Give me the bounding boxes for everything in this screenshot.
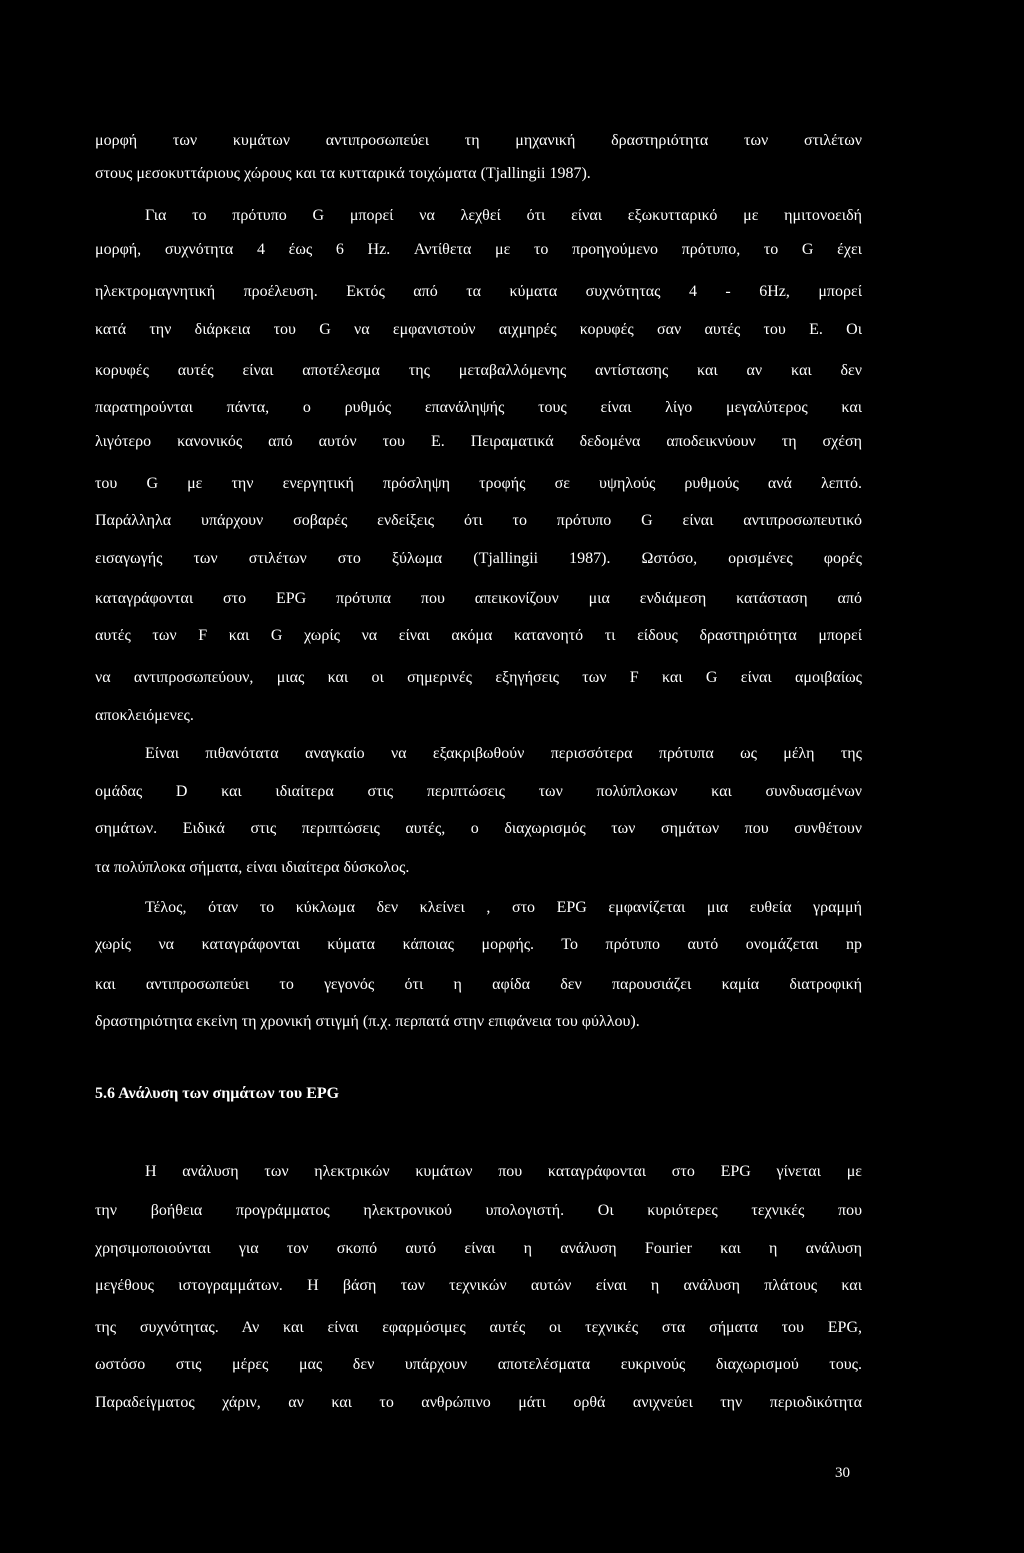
text-line: καταγράφονται στο EPG πρότυπα που απεικονίζουν μια ενδιάμεση κατάσταση από [95,590,862,607]
text-line: στους μεσοκυττάριους χώρους και τα κυτταρικά τοιχώματα (Tjallingii 1987). [95,165,591,182]
text-line: μορφή των κυμάτων αντιπροσωπεύει τη μηχανική δραστηριότητα των στιλέτων [95,132,862,149]
text-line: του G με την ενεργητική πρόσληψη τροφής σε υψηλούς ρυθμούς ανά λεπτό. [95,475,862,492]
text-line: ομάδας D και ιδιαίτερα στις περιπτώσεις των πολύπλοκων και συνδυασμένων [95,783,862,800]
text-line: τα πολύπλοκα σήματα, είναι ιδιαίτερα δύσκολος. [95,859,410,876]
text-line: να αντιπροσωπεύουν, μιας και οι σημερινές εξηγήσεις των F και G είναι αμοιβαίως [95,669,862,686]
text-line: αποκλειόμενες. [95,707,194,724]
text-line: δραστηριότητα εκείνη τη χρονική στιγμή (π.χ. περπατά στην επιφάνεια του φύλλου). [95,1013,640,1030]
page-number: 30 [835,1465,850,1481]
section-heading: 5.6 Ανάλυση των σημάτων του EPG [95,1085,340,1102]
text-line: κορυφές αυτές είναι αποτέλεσμα της μεταβαλλόμενης αντίστασης και αν και δεν [95,362,862,379]
text-line: αυτές των F και G χωρίς να είναι ακόμα κατανοητό τι είδους δραστηριότητα μπορεί [95,627,862,644]
text-line: την βοήθεια προγράμματος ηλεκτρονικού υπολογιστή. Οι κυριότερες τεχνικές που [95,1202,862,1219]
text-line: μεγέθους ιστογραμμάτων. Η βάση των τεχνικών αυτών είναι η ανάλυση πλάτους και [95,1277,862,1294]
text-line: παρατηρούνται πάντα, ο ρυθμός επανάληψής τους είναι λίγο μεγαλύτερος και [95,399,862,416]
text-line: Είναι πιθανότατα αναγκαίο να εξακριβωθούν περισσότερα πρότυπα ως μέλη της [145,745,862,762]
text-line: χρησιμοποιούνται για τον σκοπό αυτό είναι η ανάλυση Fourier και η ανάλυση [95,1240,862,1257]
text-line: της συχνότητας. Αν και είναι εφαρμόσιμες αυτές οι τεχνικές στα σήματα του EPG, [95,1319,862,1336]
text-line: λιγότερο κανονικός από αυτόν του E. Πειραματικά δεδομένα αποδεικνύουν τη σχέση [95,433,862,450]
text-line: μορφή, συχνότητα 4 έως 6 Hz. Αντίθετα με το προηγούμενο πρότυπο, το G έχει [95,241,862,258]
text-line: Για το πρότυπο G μπορεί να λεχθεί ότι είναι εξωκυτταρικό με ημιτονοειδή [145,207,862,224]
text-line: εισαγωγής των στιλέτων στο ξύλωμα (Tjallingii 1987). Ωστόσο, ορισμένες φορές [95,550,862,567]
text-line: και αντιπροσωπεύει το γεγονός ότι η αφίδα δεν παρουσιάζει καμία διατροφική [95,976,862,993]
text-line: ηλεκτρομαγνητική προέλευση. Εκτός από τα κύματα συχνότητας 4 - 6Hz, μπορεί [95,283,862,300]
text-line: Παράλληλα υπάρχουν σοβαρές ενδείξεις ότι το πρότυπο G είναι αντιπροσωπευτικό [95,512,862,529]
text-line: χωρίς να καταγράφονται κύματα κάποιας μορφής. Το πρότυπο αυτό ονομάζεται np [95,936,862,953]
text-line: Παραδείγματος χάριν, αν και το ανθρώπινο μάτι ορθά ανιχνεύει την περιοδικότητα [95,1394,862,1411]
text-line: κατά την διάρκεια του G να εμφανιστούν αιχμηρές κορυφές σαν αυτές του E. Οι [95,321,862,338]
text-line: ωστόσο στις μέρες μας δεν υπάρχουν αποτελέσματα ευκρινούς διαχωρισμού τους. [95,1356,862,1373]
text-line: Τέλος, όταν το κύκλωμα δεν κλείνει , στο EPG εμφανίζεται μια ευθεία γραμμή [145,899,862,916]
text-line: Η ανάλυση των ηλεκτρικών κυμάτων που καταγράφονται στο EPG γίνεται με [145,1163,862,1180]
text-line: σημάτων. Ειδικά στις περιπτώσεις αυτές, ο διαχωρισμός των σημάτων που συνθέτουν [95,820,862,837]
